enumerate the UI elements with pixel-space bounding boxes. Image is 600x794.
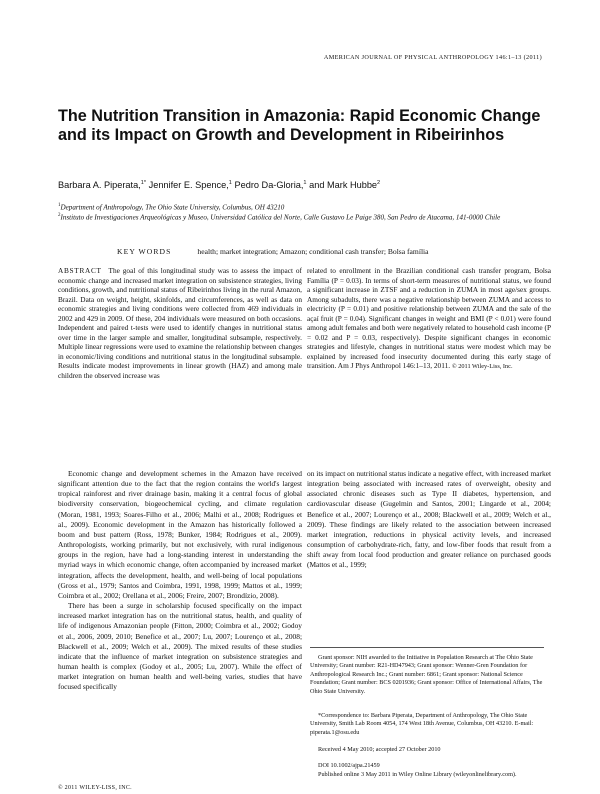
author-name: and Mark Hubbe (309, 180, 378, 191)
author-name: Pedro Da-Gloria, (234, 180, 304, 191)
body-left-column (58, 469, 302, 692)
affiliation-mark: 2 (58, 213, 61, 218)
body-paragraph: Economic change and development schemes in the Amazon have received significant attention due to the fact that the region contains the world's largest tropical rainforest and river drainage basin, making it a central focus of global biodiversity conservation, biogeochemical cycling, and climate regulation (Moran, 1981, 1993; Soares-Filho et al., 2006; Malhi et al., 2008; Rodrigues et al., 2009). Economic development in the Amazon has historically followed a boom and bust pattern (Ross, 1978; Bunker, 1984; Rodrigues et al., 2009). Anthropologists, working primarily, but not exclusively, with rural indigenous groups in the region, have had a long-standing interest in understanding the myriad ways in which economic change, often accompanied by increased market integration, affects the development, health, and well-being of local populations (Gross et al., 1979; Santos and Coimbra, 1991, 1998, 1999; Mattos et al., 1999; Coimbra et al., 2002; Orellana et al., 2006; Freire, 2007; Brondízio, 2008). (58, 469, 302, 600)
abstract-text: related to enrollment in the Brazilian conditional cash transfer program, Bolsa Família (P = 0.03). In terms of short-term measures of nutritional status, we found a significant increase in ZTSF and a reduction in ZUMA in most age/sex groups. Among subadults, there was a negative relationship between ZUMA and access to electricity (P = 0.01) and positive relationship between ZUMA and the sale of the açaí fruit (P = 0.04). Significant changes in weight and BMI (P < 0.01) were found among adult females and both were negatively related to household cash income (P = 0.02 and P = 0.03, respectively). Despite significant changes in economic strategies and lifestyle, changes in nutritional status were modest which may be explained by increased food insecurity documented during this early stage of transition. Am J Phys Anthropol 146:1–13, 2011. (307, 266, 551, 371)
body-paragraph: There has been a surge in scholarship focused specifically on the impact increased market integration has on the nutritional status, health, and quality of life of indigenous Amazonian people (Fitton, 2000; Coimbra et al., 2002; Godoy et al., 2006, 2009, 2010; Benefice et al., 2007; Lu, 2007; Lourenço et al., 2008; Blackwell et al., 2009; Welch et al., 2009). The mixed results of these studies indicate that the influence of market integration on subsistence strategies and human health is complex (Godoy et al., 2005; Lu, 2007). While the effect of market integration on human health and well-being varies, studies that have focused specifically (58, 601, 302, 692)
abstract-right-column (307, 266, 551, 372)
author-name: Jennifer E. Spence, (148, 180, 229, 191)
body-paragraph: on its impact on nutritional status indicate a negative effect, with increased market integration being associated with increased rates of overweight, obesity and associated chronic diseases such as Type II diabetes, hypertension, and cardiovascular disease (Gugelmin and Santos, 2001; Lingarde et al., 2004; Benefice et al., 2007; Lourenço et al., 2008; Blackwell et al., 2009; Welch et al., 2009). These findings are likely related to the association between increased market integration, reductions in physical activity levels, and increased consumption of carbohydrate-rich, fatty, and low-fiber foods that result from a shift away from local food production and greater reliance on purchased goods (Mattos et al., 1999; (307, 469, 551, 570)
affiliation-text: Department of Anthropology, The Ohio State University, Columbus, OH 43210 (60, 203, 285, 212)
affiliation-text: Instituto de Investigaciones Arqueológicas y Museo, Universidad Católica del Norte, Calle Gustavo Le Paige 380, San Pedro de Atacama, 141-0000 Chile (60, 213, 501, 222)
affiliation-mark: 1 (58, 203, 61, 208)
article-title: The Nutrition Transition in Amazonia: Rapid Economic Change and its Impact on Growth and Development in Ribeirinhos (58, 107, 541, 144)
abstract-label: ABSTRACT (58, 266, 102, 275)
author-affiliation-mark: 2 (377, 180, 381, 186)
published-note: Published online 3 May 2011 in Wiley Online Library (wileyonlinelibrary.com). (318, 771, 517, 778)
author-name: Barbara A. Piperata, (58, 180, 141, 191)
keywords-text: health; market integration; Amazon; conditional cash transfer; Bolsa família (197, 247, 429, 256)
author-list (58, 180, 548, 190)
journal-header: AMERICAN JOURNAL OF PHYSICAL ANTHROPOLOGY 146:1–13 (2011) (323, 54, 542, 61)
keywords-label: KEY WORDS (117, 247, 172, 256)
footnote-divider (310, 647, 544, 648)
author-affiliation-mark: 1 (303, 180, 307, 186)
received-note: Received 4 May 2010; accepted 27 October 2010 (318, 746, 441, 753)
abstract-copyright: © 2011 Wiley-Liss, Inc. (451, 363, 513, 371)
publisher-footer: © 2011 WILEY-LISS, INC. (58, 785, 132, 791)
body-right-column (307, 469, 551, 571)
affiliation (58, 211, 548, 223)
correspondence-footnote: *Correspondence to: Barbara Piperata, Department of Anthropology, The Ohio State University, Smith Lab Room 4054, 174 West 18th Avenue, Columbus, OH 43210. E-mail: piperata.1@osu.edu (310, 712, 534, 736)
abstract-text: The goal of this longitudinal study was to assess the impact of economic change and increased market integration on subsistence strategies, living conditions, growth, and nutritional status of Ribeirinhos living in the rural Amazon, Brazil. Data on weight, height, skinfolds, and circumferences, as well as data on economic strategies and living conditions were collected from 469 individuals in 2002 and 429 in 2009. Of these, 204 individuals were measured on both occasions. Independent and paired t-tests were used to identify changes in nutritional status over time in the larger sample and smaller, longitudinal subsample, respectively. Multiple linear regressions were used to examine the relationship between changes in economic/living conditions and nutritional status in the longitudinal subsample. Results indicate modest improvements in linear growth (HAZ) and among male children the observed increase was (58, 266, 303, 381)
keywords-line (117, 247, 429, 256)
doi-note: DOI 10.1002/ajpa.21459 (318, 762, 380, 769)
author-affiliation-mark: 1* (140, 180, 147, 186)
grant-footnote: Grant sponsor: NIH awarded to the Initiative in Population Research at The Ohio State University; Grant number: R21-HD47943; Grant sponsor: Wenner-Gren Foundation for Anthropological Research Inc.; Grant number: 6861; Grant sponsor: National Science Foundation; Grant number: BCS 0201936; Grant sponsor: Office of International Affairs, The Ohio State University. (310, 654, 543, 695)
author-affiliation-mark: 1 (228, 180, 232, 186)
abstract-left-column (58, 266, 302, 381)
